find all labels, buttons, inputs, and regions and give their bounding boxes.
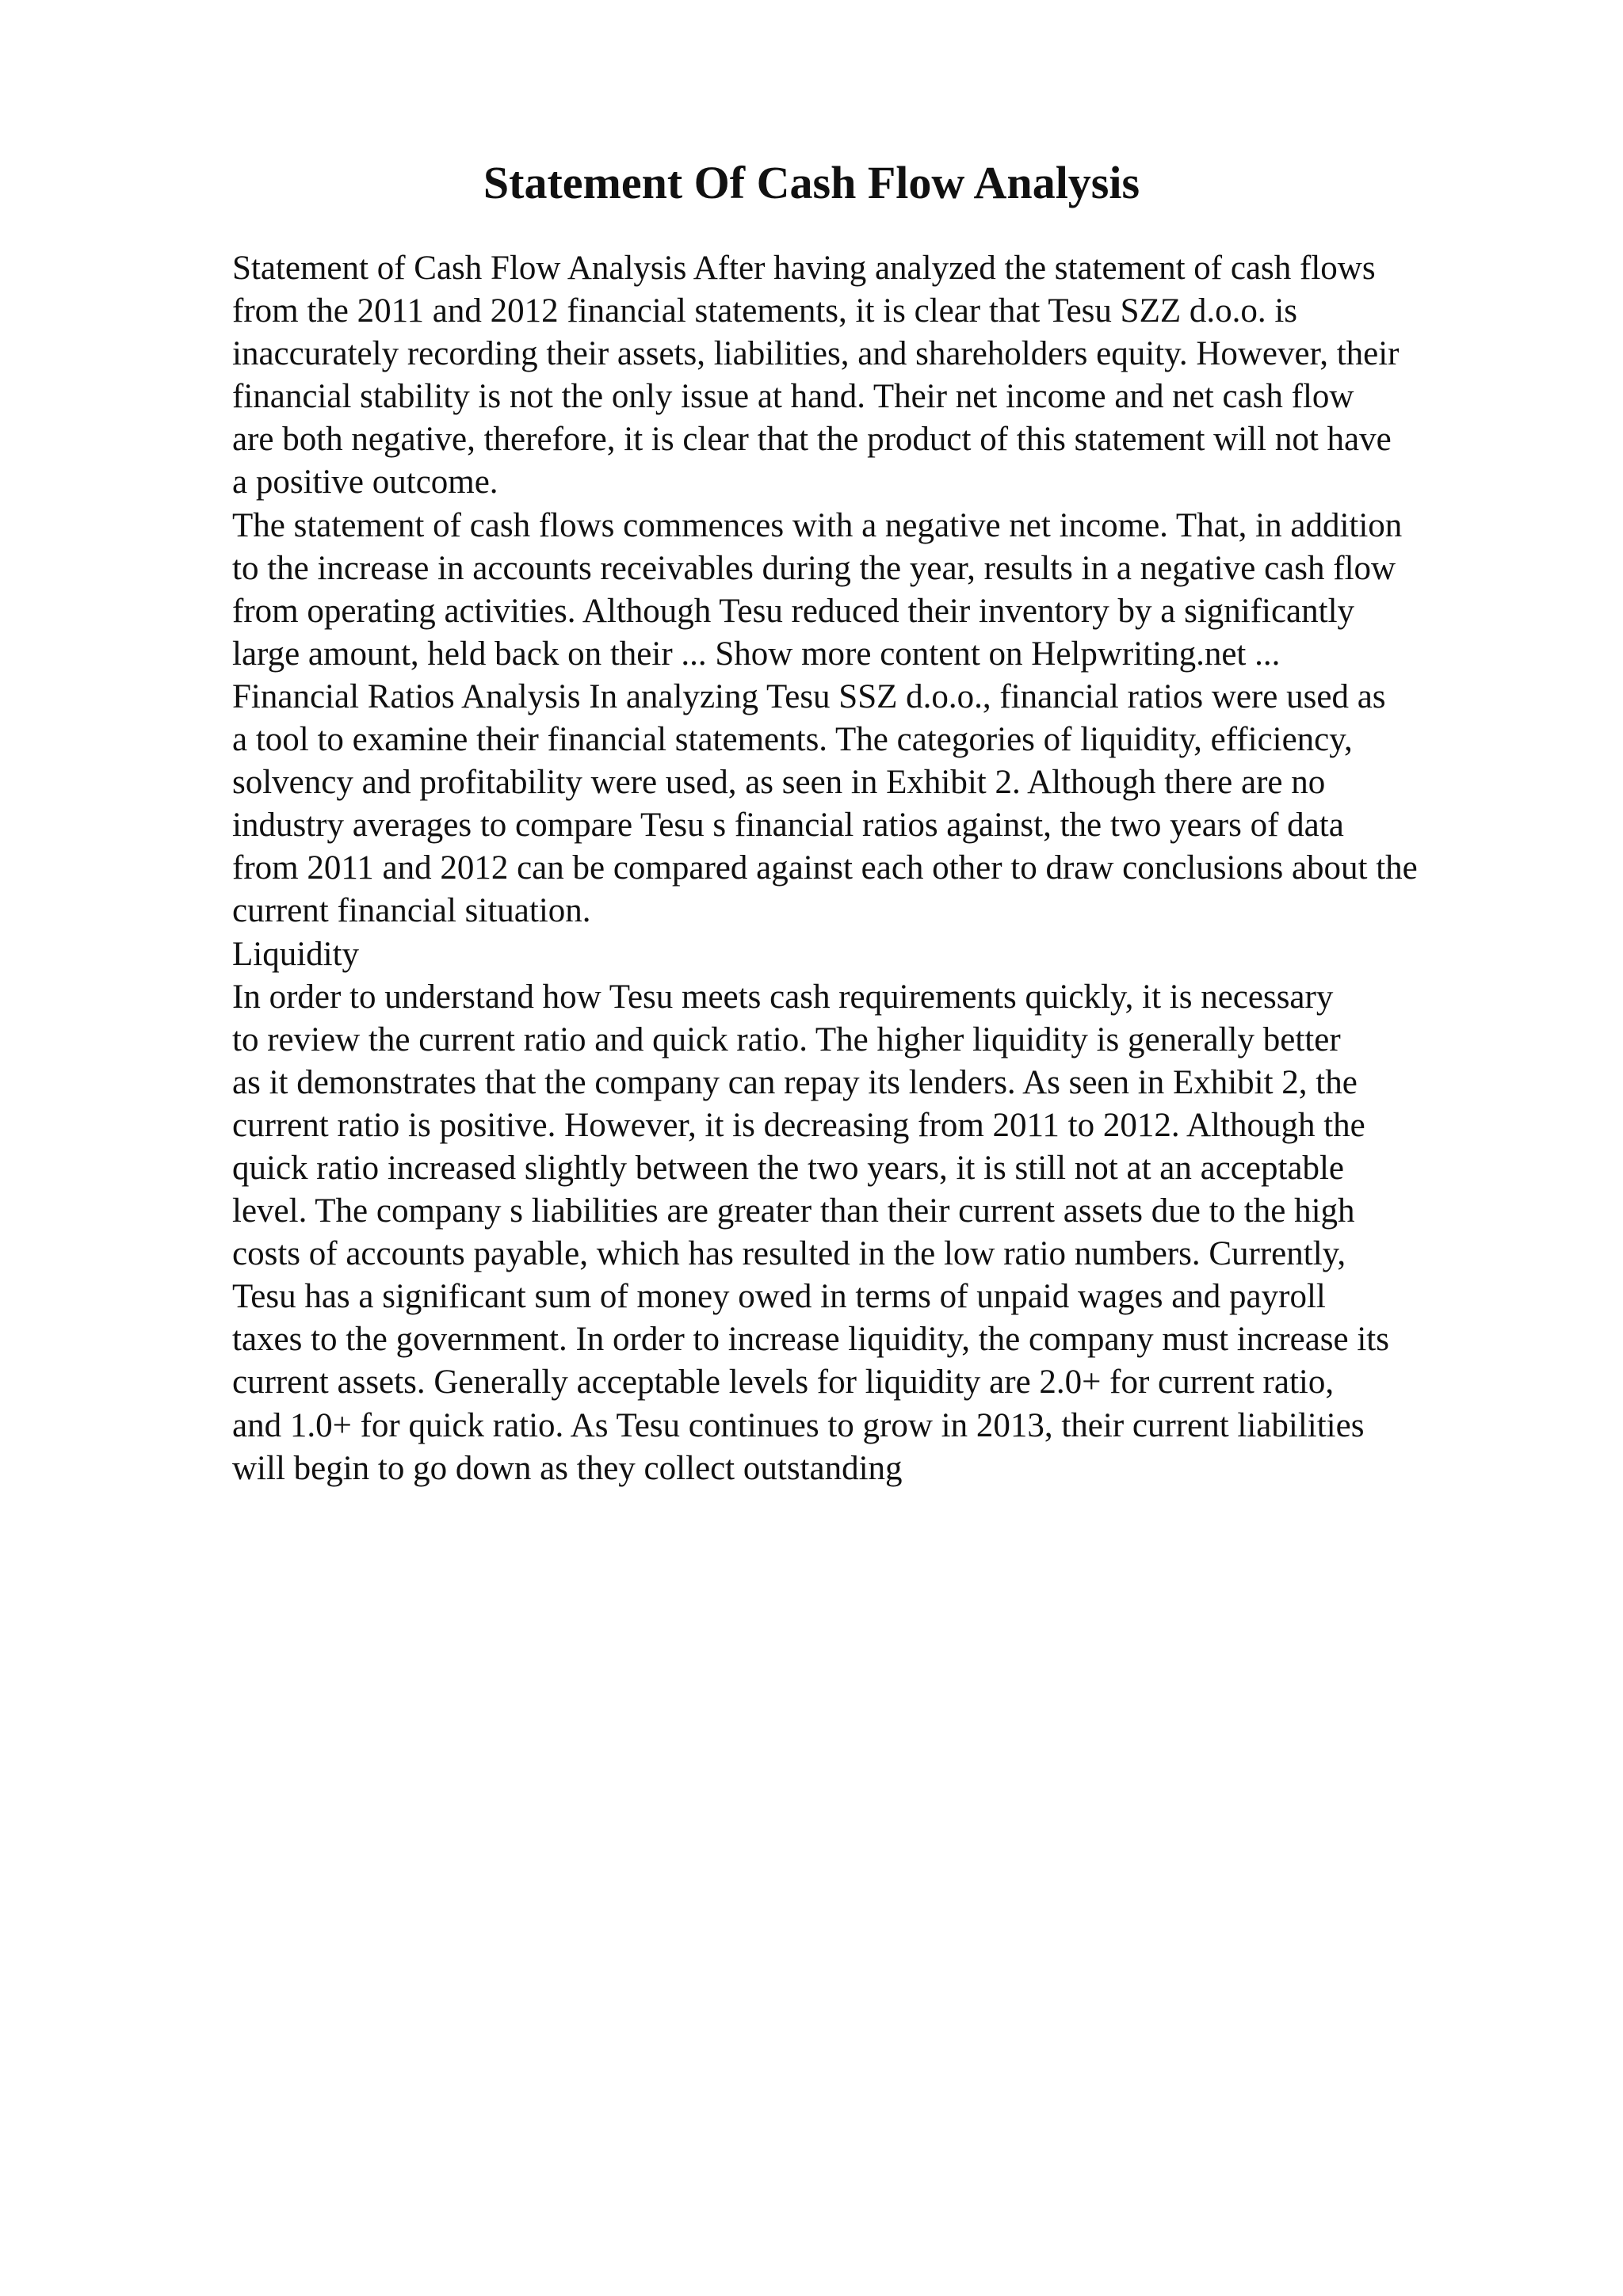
text-line: and 1.0+ for quick ratio. As Tesu continues to grow in 2013, their current liabilities [232, 1406, 1365, 1444]
text-line: Financial Ratios Analysis In analyzing Tesu SSZ d.o.o., financial ratios were used as [232, 677, 1386, 715]
section-heading-liquidity: Liquidity [232, 935, 360, 973]
text-line: are both negative, therefore, it is clear that the product of this statement will not have [232, 421, 1392, 459]
text-line: from the 2011 and 2012 financial statements, it is clear that Tesu SZZ d.o.o. is [232, 292, 1298, 330]
text-line: solvency and profitability were used, as seen in Exhibit 2. Although there are no [232, 764, 1326, 802]
text-line: costs of accounts payable, which has resulted in the low ratio numbers. Currently, [232, 1235, 1346, 1273]
text-line: a positive outcome. [232, 463, 498, 502]
text-line: taxes to the government. In order to increase liquidity, the company must increase its [232, 1321, 1389, 1359]
text-line: Tesu has a significant sum of money owed in terms of unpaid wages and payroll [232, 1278, 1326, 1316]
text-line: as it demonstrates that the company can repay its lenders. As seen in Exhibit 2, the [232, 1063, 1358, 1101]
text-line: current financial situation. [232, 892, 591, 930]
text-line: from 2011 and 2012 can be compared against each other to draw conclusions about the [232, 849, 1418, 887]
text-line: inaccurately recording their assets, liabilities, and shareholders equity. However, their [232, 335, 1400, 373]
text-line: Statement of Cash Flow Analysis After having analyzed the statement of cash flows [232, 250, 1376, 287]
text-line: current assets. Generally acceptable levels for liquidity are 2.0+ for current ratio, [232, 1363, 1335, 1402]
text-line: to the increase in accounts receivables during the year, results in a negative cash flow [232, 549, 1396, 587]
text-line: industry averages to compare Tesu s financial ratios against, the two years of data [232, 807, 1344, 845]
text-line: financial stability is not the only issue at hand. Their net income and net cash flow [232, 378, 1354, 416]
page-title: Statement Of Cash Flow Analysis [483, 157, 1140, 208]
document-body [232, 247, 1532, 1490]
text-line: quick ratio increased slightly between the two years, it is still not at an acceptable [232, 1149, 1345, 1187]
text-line: a tool to examine their financial statements. The categories of liquidity, efficiency, [232, 721, 1353, 759]
text-line: large amount, held back on their ... Show more content on Helpwriting.net ... [232, 635, 1281, 673]
text-line: current ratio is positive. However, it is decreasing from 2011 to 2012. Although the [232, 1106, 1365, 1144]
text-line: from operating activities. Although Tesu reduced their inventory by a significantly [232, 592, 1355, 630]
text-line: will begin to go down as they collect outstanding [232, 1449, 903, 1487]
text-line: to review the current ratio and quick ratio. The higher liquidity is generally better [232, 1020, 1341, 1058]
text-line: The statement of cash flows commences with a negative net income. That, in addition [232, 506, 1403, 544]
text-line: level. The company s liabilities are greater than their current assets due to the high [232, 1192, 1355, 1230]
text-line: In order to understand how Tesu meets cash requirements quickly, it is necessary [232, 978, 1334, 1016]
